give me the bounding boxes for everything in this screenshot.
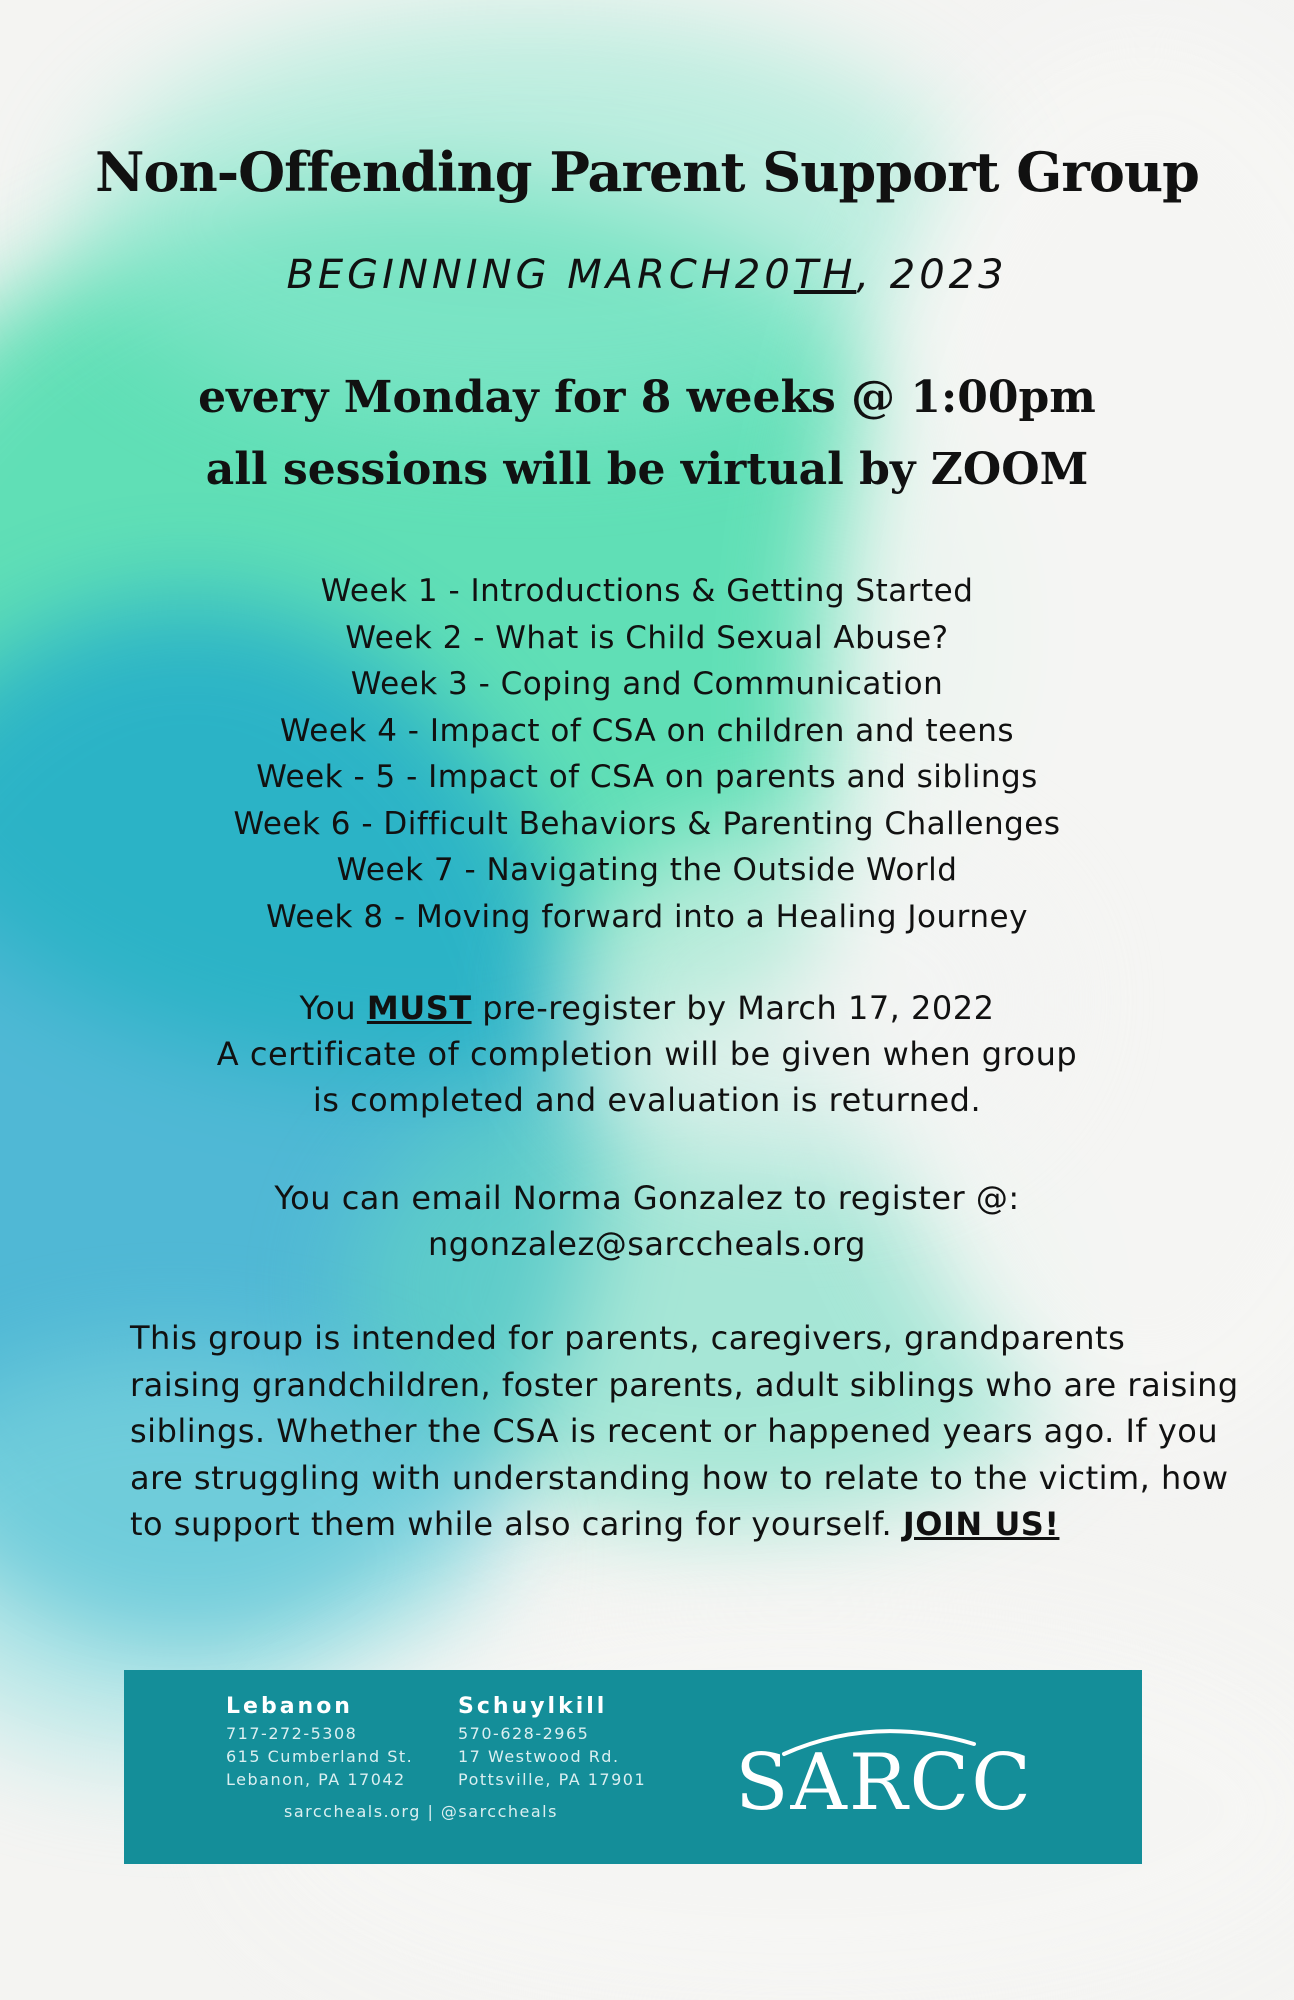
location-lebanon: Lebanon 717-272-5308 615 Cumberland St. Lebanon, PA 17042 [226,1694,414,1789]
week-item: Week 2 - What is Child Sexual Abuse? [345,619,949,656]
week-item: Week 6 - Difficult Behaviors & Parenting Challenges [233,805,1061,842]
must-emphasis: MUST [366,989,472,1027]
city: Lebanon, PA 17042 [226,1770,406,1789]
footer-banner [124,1670,1142,1864]
page-title: Non-Offending Parent Support Group [95,140,1199,204]
phone: 717-272-5308 [226,1724,358,1743]
certificate-line: A certificate of completion will be given when group [216,1035,1078,1073]
week-item: Week 8 - Moving forward into a Healing Journey [266,898,1028,935]
join-us: JOIN US! [902,1505,1060,1543]
week-item: Week 3 - Coping and Communication [350,666,944,702]
contact-email[interactable]: ngonzalez@sarccheals.org [428,1225,866,1263]
week-item: Week 4 - Impact of CSA on children and teens [279,712,1015,749]
schedule-line-2: all sessions will be virtual by ZOOM [205,444,1089,495]
week-item: Week 7 - Navigating the Outside World [336,852,958,888]
location-schuylkill: Schuylkill 570-628-2965 17 Westwood Rd. Pottsville, PA 17901 [458,1694,647,1789]
preregister-line: You MUST pre-register by March 17, 2022 [299,989,995,1027]
preregister-notice [0,985,1294,1123]
start-date: BEGINNING MARCH20TH, 2023 [286,252,1008,298]
certificate-line-2: is completed and evaluation is returned. [312,1081,982,1119]
contact-line: You can email Norma Gonzalez to register @: [274,1179,1020,1217]
city: Pottsville, PA 17901 [458,1770,647,1789]
week-list [0,568,1294,940]
sarcc-logo: SARCC [724,1720,1044,1830]
audience-paragraph: This group is intended for parents, caregivers, grandparents raising grandchildren, foster parents, adult siblings who are raising siblings. Whether the CSA is recent or happened years ago. If you are struggling with understanding how to relate to the victim, how to support them while also caring for yourself. JOIN US! [130,1319,1239,1543]
week-item: Week 1 - Introductions & Getting Started [320,573,974,609]
week-item: Week - 5 - Impact of CSA on parents and siblings [256,759,1038,795]
phone: 570-628-2965 [458,1724,590,1743]
website-social: sarccheals.org | @sarccheals [284,1802,558,1821]
street: 17 Westwood Rd. [458,1747,620,1766]
contact-info [0,1175,1294,1267]
schedule-line-1: every Monday for 8 weeks @ 1:00pm [198,372,1096,423]
street: 615 Cumberland St. [226,1747,414,1766]
